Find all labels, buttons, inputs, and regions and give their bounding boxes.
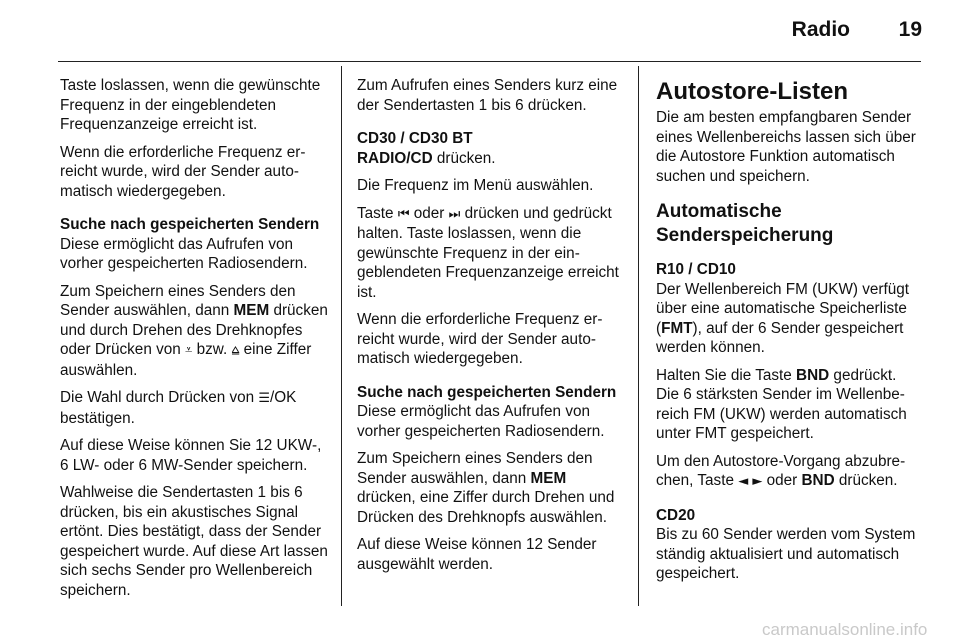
paragraph: Wahlweise die Sendertasten 1 bis 6 drücken, bis ein akustisches Signal ertönt. Dies bestätigt, dass der Sender gespeichert wurde. Auf diese Art lassen sich sechs Sender pro Wellenbereich speichern. [60,484,328,599]
paragraph [357,204,619,303]
page-title: Autostore-Listen [656,78,848,105]
text: Zum Speichern eines Senders den Sender auswählen, dann [357,450,593,487]
paragraph: Wenn die erforderliche Frequenz erreicht wurde, wird der Sender automatisch wiedergegeben. [357,311,603,367]
paragraph [60,282,332,381]
section-title: Radio [791,18,850,41]
text: drücken und gedrückt halten. Taste loslassen, wenn die gewünschte Frequenz in der eingeblendeten Frequenzanzeige erreicht ist. [357,204,619,301]
paragraph [656,366,922,444]
paragraph: Die am besten empfangbaren Sender eines Wellenbereichs lassen sich über die Autostore Funktion automatisch suchen und speichern. [656,109,916,185]
text: Um den Autostore-Vorgang abzubrechen, Taste [656,452,906,489]
text: /OK bestätigen. [60,389,297,427]
section-title: Automatische Senderspeicherung [656,201,834,246]
text: ), auf der 6 Sender gespeichert werden können. [656,319,904,356]
section-heading: CD20 [656,506,696,524]
bnd-button-label: BND [796,366,830,384]
text: gedrückt. Die 6 stärksten Sender im Wellenbereich FM (UKW) werden automatisch unter FMT gespeichert. [656,366,907,442]
column-divider-1 [341,66,342,606]
left-right-arrows-icon: ◄ ► [738,474,763,489]
bnd-button-label: BND [801,472,835,489]
paragraph: Wenn die erforderliche Frequenz erreicht wurde, wird der Sender automatisch wiedergegeben. [60,143,306,200]
paragraph: Diese ermöglicht das Aufrufen von vorher gespeicherten Radiosendern. [357,403,605,440]
mem-button-label: MEM [233,302,270,319]
text: Zum Speichern eines Senders den Sender auswählen, dann [60,282,296,319]
arrow-down-icon: ⩡ [185,343,193,358]
column-3 [656,76,922,592]
page-number: 19 [898,18,922,41]
text: drücken. [432,149,496,167]
column-2 [357,76,619,582]
text: eine Ziffer auswählen. [60,341,312,379]
mem-button-label: MEM [530,469,567,487]
paragraph: Zum Aufrufen eines Senders kurz eine der Sendertasten 1 bis 6 drücken. [357,77,618,114]
paragraph [357,449,619,527]
paragraph: Bis zu 60 Sender werden vom System ständig aktualisiert und automatisch gespeichert. [656,526,916,582]
section-heading: CD30 / CD30 BT [357,130,473,147]
text: drücken und durch Drehen des Drehknopfes oder Drücken von [60,302,328,358]
radio-cd-button-label: RADIO/CD [357,149,433,167]
paragraph: Taste loslassen, wenn die gewünschte Frequenz in der eingeblendeten Frequenzanzeige erreicht ist. [60,77,321,133]
paragraph [357,149,619,169]
text: Taste [357,204,398,222]
section-heading: Suche nach gespeicherten Sendern [357,383,617,401]
section-heading: R10 / CD10 [656,261,736,278]
paragraph [60,388,332,428]
header-divider [58,61,921,62]
section-heading: Suche nach gespeicherten Sendern [60,216,320,233]
text: oder [409,204,449,222]
paragraph: Auf diese Weise können Sie 12 UKW-, 6 LW- oder 6 MW-Sender speichern. [60,437,322,474]
next-track-icon: ⏭ [448,206,461,222]
fmt-label: FMT [661,319,693,337]
text: drücken. [834,472,898,489]
previous-track-icon: ⏮ [397,206,410,222]
text: Die Wahl durch Drücken von [60,389,259,406]
paragraph [656,452,922,492]
paragraph [656,280,922,358]
text: drücken, eine Ziffer durch Drehen und Drücken des Drehknopfs auswählen. [357,489,615,526]
column-1 [60,76,332,608]
text: Halten Sie die Taste [656,366,797,384]
paragraph: Die Frequenz im Menü auswählen. [357,177,594,194]
column-divider-2 [638,66,639,606]
text: Der Wellenbereich FM (UKW) verfügt über eine automatische Speicherliste ( [656,280,910,337]
paragraph: Auf diese Weise können 12 Sender ausgewählt werden. [357,536,597,573]
text: oder [762,472,802,489]
arrow-up-icon: ⩠ [231,343,240,358]
paragraph: Diese ermöglicht das Aufrufen von vorher gespeicherten Radiosendern. [60,235,308,272]
watermark: carmanualsonline.info [762,620,928,639]
menu-icon: ☰ [258,391,271,406]
text: bzw. [192,341,232,358]
